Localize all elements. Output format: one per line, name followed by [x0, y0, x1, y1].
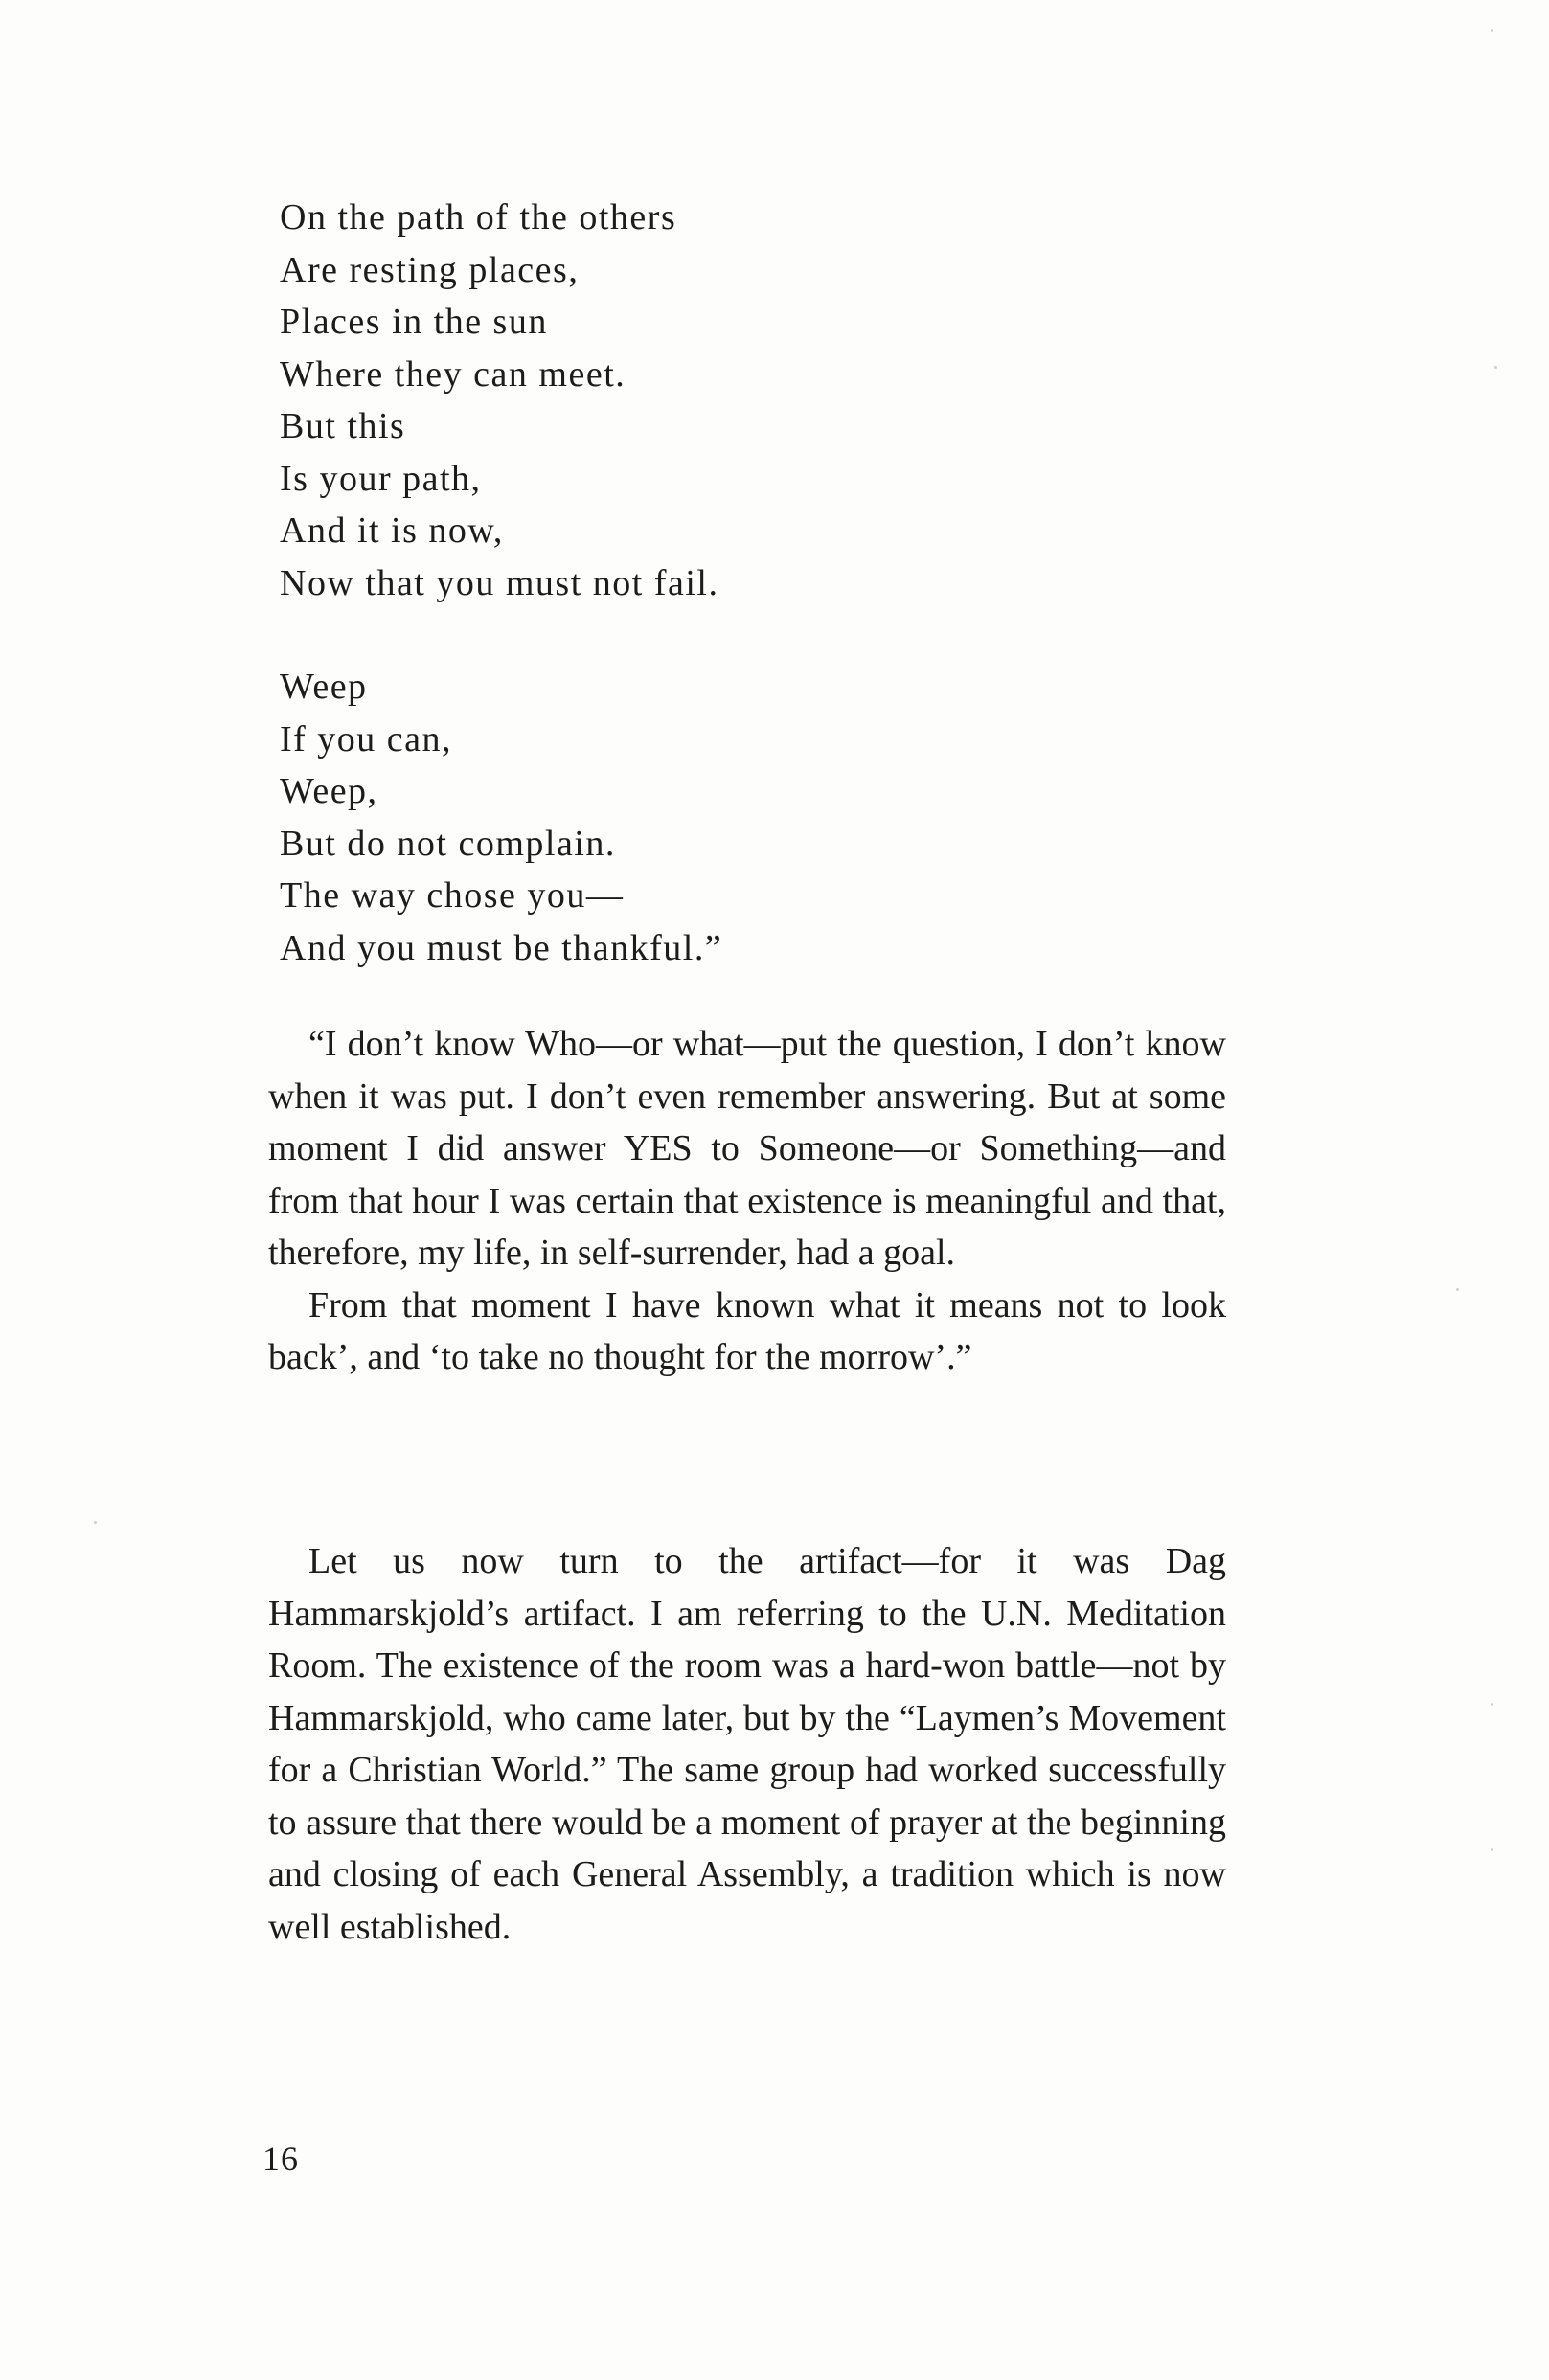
paper-speck	[1491, 1703, 1493, 1706]
poem-stanza-1	[280, 192, 1238, 609]
poem-line: On the path of the others	[280, 197, 677, 238]
artifact-paragraph: Let us now turn to the artifact—for it was Dag Hammarskjold’s artifact. I am referring to the U.N. Meditation Room. The existence of the room was a hard-won battle—not by Hammarskjold, who came later, but by the “Laymen’s Movement for a Christian World.” The same group had worked successfully to assure that there would be a moment of prayer at the beginning and closing of each General Assembly, a tradition which is now well established.	[268, 1541, 1226, 1947]
poem-stanza-2	[280, 661, 1238, 974]
poem-line: Weep	[280, 667, 368, 707]
artifact-section	[268, 1535, 1226, 1953]
poem-line: Where they can meet.	[280, 353, 626, 395]
poem-line: And you must be thankful.”	[280, 927, 723, 968]
poem-line: The way chose you—	[280, 875, 625, 916]
poem-line: Places in the sun	[280, 302, 548, 342]
poem-line: But do not complain.	[280, 823, 616, 864]
poem-line: If you can,	[280, 718, 453, 759]
paper-speck	[1491, 1848, 1493, 1851]
paper-speck	[1494, 366, 1497, 369]
poem	[280, 192, 1238, 1026]
quote-paragraph-1: “I don’t know Who—or what—put the question, I don’t know when it was put. I don’t even remember answering. But at some moment I did answer YES to Someone—or Something—and from that hour I was certain that existence is meaningful and that, therefore, my life, in self-surrender, had a goal.	[268, 1024, 1226, 1273]
poem-line: Are resting places,	[280, 249, 580, 290]
page-number: 16	[262, 2140, 299, 2178]
poem-line: But this	[280, 406, 406, 446]
paper-speck	[1491, 29, 1493, 32]
poem-line: Weep,	[280, 771, 378, 811]
poem-line: Is your path,	[280, 458, 482, 499]
quote-paragraph-2: From that moment I have known what it means not to look back’, and ‘to take no thought for the morrow’.”	[268, 1284, 1226, 1377]
poem-line: Now that you must not fail.	[280, 562, 719, 603]
poem-line: And it is now,	[280, 510, 504, 551]
paper-speck	[94, 1521, 97, 1524]
paper-speck	[1456, 1288, 1459, 1291]
hammarskjold-quote	[268, 1018, 1226, 1384]
